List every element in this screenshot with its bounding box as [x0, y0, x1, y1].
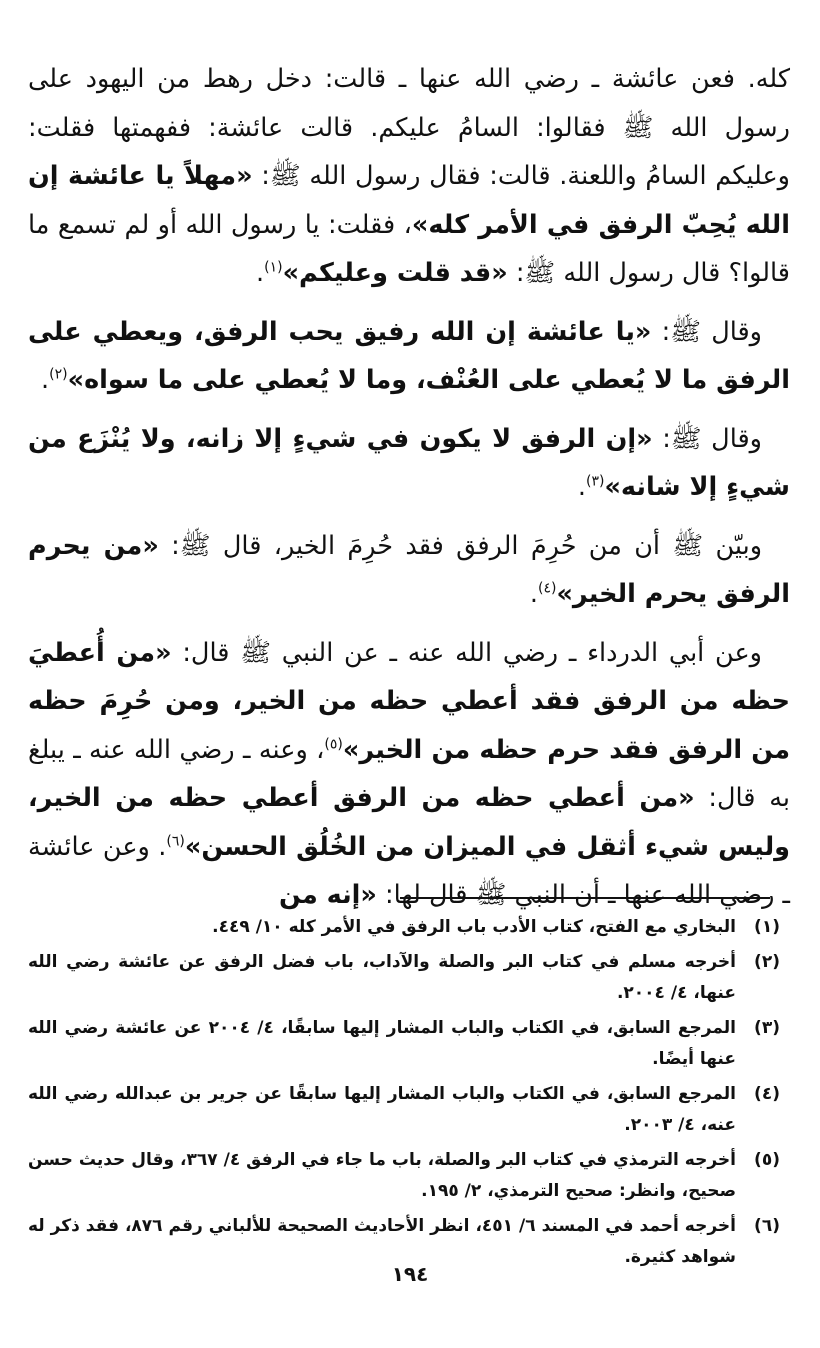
- footnote-item: [28, 1013, 780, 1075]
- text-run: ، فقلت: يا رسول الله أو لم تسمع ما قالوا؟ قال رسول الله ﷺ:: [28, 209, 790, 288]
- footnote-number: (٦): [754, 1216, 780, 1236]
- footnote-ref[interactable]: (٥): [324, 736, 343, 752]
- text-run: كله. فعن عائشة ـ رضي الله عنها ـ قالت: دخل رهط من اليهود على رسول الله ﷺ فقالوا: السامُ عليكم. قالت عائشة: ففهمتها فقلت: وعليكم السامُ واللعنة. قالت: فقال رسول الله ﷺ:: [28, 64, 790, 191]
- paragraph-1: [28, 55, 790, 298]
- hadith-quote: «قد قلت وعليكم»: [282, 258, 508, 288]
- footnote-text: أخرجه الترمذي في كتاب البر والصلة، باب ما جاء في الرفق ٤/ ٣٦٧، وقال حديث حسن صحيح، وانظر: صحيح الترمذي، ٢/ ١٩٥.: [28, 1150, 736, 1201]
- footnote-text: البخاري مع الفتح، كتاب الأدب باب الرفق في الأمر كله ١٠/ ٤٤٩.: [212, 917, 736, 937]
- hadith-quote: «إنه من: [279, 880, 377, 910]
- hadith-quote: «من أُعطيَ حظه من الرفق فقد أعطي حظه من الخير، ومن حُرِمَ حظه من الرفق فقد حرم حظه من الخير»: [28, 637, 790, 765]
- paragraph-2: [28, 308, 790, 405]
- text-run: .: [529, 579, 538, 609]
- footnote-number: (١): [754, 917, 780, 937]
- main-text: [28, 55, 790, 930]
- footnote-item: [28, 947, 780, 1009]
- footnote-number: (٥): [754, 1150, 780, 1170]
- hadith-quote: «من يحرم الرفق يحرم الخير»: [28, 530, 790, 609]
- hadith-quote: «يا عائشة إن الله رفيق يحب الرفق، ويعطي على الرفق ما لا يُعطي على العُنْف، وما لا يُعطي على ما سواه»: [28, 316, 790, 395]
- footnote-number: (٢): [754, 952, 780, 972]
- footnote-text: أخرجه أحمد في المسند ٦/ ٤٥١، انظر الأحاديث الصحيحة للألباني رقم ٨٧٦، فقد ذكر له شواهد كثيرة.: [28, 1216, 737, 1267]
- hadith-quote: «مهلاً يا عائشة إن الله يُحِبّ الرفق في الأمر كله»: [28, 161, 790, 240]
- paragraph-5: [28, 629, 790, 920]
- footnote-ref[interactable]: (٢): [49, 366, 68, 383]
- text-run: وقال ﷺ:: [651, 316, 762, 347]
- paragraph-3: [28, 415, 790, 512]
- footnote-item: [28, 912, 780, 943]
- text-run: ، وعنه ـ رضي الله عنه ـ يبلغ به قال:: [28, 734, 790, 813]
- hadith-quote: «إن الرفق لا يكون في شيءٍ إلا زانه، ولا يُنْزَع من شيءٍ إلا شانه»: [28, 423, 790, 502]
- footnote-text: أخرجه مسلم في كتاب البر والصلة والآداب، باب فضل الرفق عن عائشة رضي الله عنها، ٤/ ٢٠٠٤.: [28, 952, 736, 1003]
- text-run: وعن أبي الدرداء ـ رضي الله عنه ـ عن النبي ﷺ قال:: [171, 637, 762, 668]
- footnote-ref[interactable]: (١): [264, 259, 283, 276]
- footnote-item: [28, 1079, 780, 1141]
- hadith-quote: «من أعطي حظه من الرفق أعطي حظه من الخير، وليس شيء أثقل في الميزان من الخُلُق الحسن»: [28, 783, 790, 862]
- footnote-text: المرجع السابق، في الكتاب والباب المشار إليها سابقًا عن جرير بن عبدالله رضي الله عنه، ٤/ ٢٠٠٣.: [28, 1084, 736, 1135]
- footnote-item: [28, 1145, 780, 1207]
- footnote-number: (٤): [754, 1084, 780, 1104]
- text-run: .: [577, 472, 586, 502]
- footnote-ref[interactable]: (٦): [166, 833, 185, 849]
- text-run: .: [255, 258, 265, 288]
- page-number: ١٩٤: [391, 1262, 429, 1286]
- footnote-ref[interactable]: (٤): [537, 580, 557, 597]
- text-run: وقال ﷺ:: [652, 423, 762, 454]
- footnote-number: (٣): [754, 1018, 780, 1038]
- text-run: . وعن عائشة ـ رضي الله عنها ـ أن النبي ﷺ قال لها:: [28, 831, 790, 910]
- footnote-ref[interactable]: (٣): [585, 473, 605, 490]
- footnote-text: المرجع السابق، في الكتاب والباب المشار إليها سابقًا، ٤/ ٢٠٠٤ عن عائشة رضي الله عنها أيضًا.: [28, 1018, 736, 1069]
- text-run: .: [41, 365, 50, 395]
- text-run: وبيّن ﷺ أن من حُرِمَ الرفق فقد حُرِمَ الخير، قال ﷺ:: [158, 530, 763, 561]
- footnotes: [28, 912, 780, 1277]
- paragraph-4: [28, 522, 790, 619]
- footnote-separator: [400, 897, 770, 899]
